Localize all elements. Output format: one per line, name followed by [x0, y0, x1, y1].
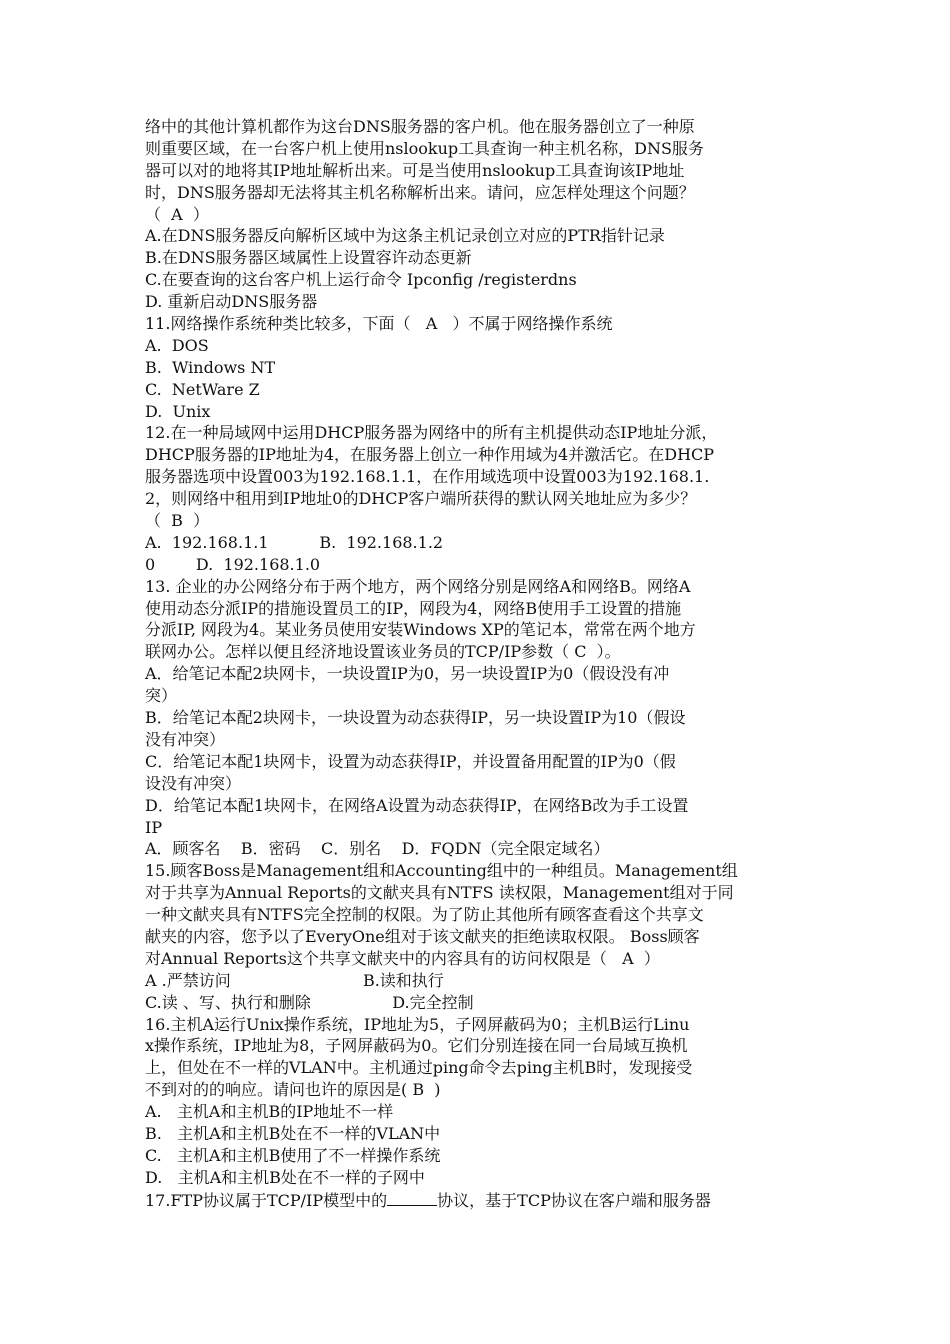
- text-line-question-17: [145, 1189, 813, 1211]
- text-line: D. 主机A和主机B处在不一样的子网中: [145, 1167, 425, 1187]
- text-line: 络中的其他计算机都作为这台DNS服务器的客户机。他在服务器创立了一种原: [145, 117, 695, 136]
- fill-in-blank: [387, 1189, 437, 1206]
- text-line: D．给笔记本配1块网卡，在网络A设置为动态获得IP，在网络B改为手工设置: [145, 795, 689, 815]
- text-line: 2，则网络中租用到IP地址0的DHCP客户端所获得的默认网关地址应为多少？: [145, 489, 697, 509]
- text-line: DHCP服务器的IP地址为4，在服务器上创立一种作用域为4并激活它。在DHCP: [145, 445, 715, 465]
- text-line: 则重要区域，在一台客户机上使用nslookup工具查询一种主机名称，DNS服务: [145, 138, 704, 158]
- text-line: 13. 企业的办公网络分布于两个地方，两个网络分别是网络A和网络B。网络A: [145, 576, 691, 596]
- document-page: [145, 116, 813, 1211]
- text-line: 12.在一种局域网中运用DHCP服务器为网络中的所有主机提供动态IP地址分派，: [145, 423, 718, 443]
- text-line: A. 主机A和主机B的IP地址不一样: [145, 1102, 394, 1122]
- text-line: 对于共享为Annual Reports的文献夹具有NTFS 读权限，Management组对于同: [145, 883, 734, 903]
- text-line: B. Windows NT: [145, 357, 276, 377]
- text-line: B.在DNS服务器区域属性上设置容许动态更新: [145, 248, 472, 268]
- text-line: 时，DNS服务器却无法将其主机名称解析出来。请问，应怎样处理这个问题？: [145, 182, 695, 202]
- text-line: A.在DNS服务器反向解析区域中为这条主机记录创立对应的PTR指针记录: [145, 226, 665, 246]
- text-line: C．给笔记本配1块网卡，设置为动态获得IP，并设置备用配置的IP为0（假: [145, 751, 676, 771]
- text-line: 11.网络操作系统种类比较多，下面（ A ）不属于网络操作系统: [145, 314, 613, 334]
- text-line: B．给笔记本配2块网卡，一块设置为动态获得IP，另一块设置IP为10（假设: [145, 708, 686, 728]
- text-line: 分派IP, 网段为4。某业务员使用安装Windows XP的笔记本，常常在两个地方: [145, 620, 696, 640]
- text-line: 献夹的内容，您予以了EveryOne组对于该文献夹的拒绝读取权限。 Boss顾客: [145, 926, 700, 946]
- text-line: 16.主机A运行Unix操作系统，IP地址为5，子网屏蔽码为0；主机B运行Linu: [145, 1014, 690, 1034]
- text-line: 使用动态分派IP的措施设置员工的IP，网段为4，网络B使用手工设置的措施: [145, 598, 682, 618]
- text-line: 对Annual Reports这个共享文献夹中的内容具有的访问权限是（ A ）: [145, 948, 660, 968]
- text-line: 一种文献夹具有NTFS完全控制的权限。为了防止其他所有顾客查看这个共享文: [145, 905, 704, 925]
- text-line: A .严禁访问 B.读和执行: [145, 970, 444, 990]
- text-line: 器可以对的地将其IP地址解析出来。可是当使用nslookup工具查询该IP地址: [145, 160, 685, 180]
- text-line: A. DOS: [145, 335, 209, 355]
- text-line: （ A ）: [145, 204, 209, 224]
- text-line: （ B ）: [145, 511, 210, 531]
- text-line: C. 主机A和主机B使用了不一样操作系统: [145, 1145, 441, 1165]
- text-line: A. 192.168.1.1 B. 192.168.1.2: [145, 532, 444, 552]
- question-17-text-after: 协议，基于TCP协议在客户端和服务器: [437, 1190, 711, 1210]
- question-17-text-before: 17.FTP协议属于TCP/IP模型中的: [145, 1190, 388, 1210]
- text-line: A．顾客名 B．密码 C．别名 D．FQDN（完全限定域名）: [145, 839, 610, 859]
- text-line: 0 D. 192.168.1.0: [145, 554, 321, 574]
- text-line: C.读 、写、执行和删除 D.完全控制: [145, 992, 474, 1012]
- text-line: 服务器选项中设置003为192.168.1.1，在作用域选项中设置003为192.168.1.: [145, 467, 710, 487]
- text-line: 设没有冲突）: [145, 773, 242, 793]
- text-line: 突）: [145, 686, 178, 706]
- text-line: IP: [145, 817, 163, 837]
- text-line: C.在要查询的这台客户机上运行命令 Ipconfig /registerdns: [145, 270, 577, 290]
- text-line: D. Unix: [145, 401, 211, 421]
- text-line: 15.顾客Boss是Management组和Accounting组中的一种组员。Management组: [145, 861, 738, 881]
- text-line: 不到对的的响应。请问也许的原因是( B ): [145, 1080, 441, 1100]
- text-line: 上，但处在不一样的VLAN中。主机通过ping命令去ping主机B时，发现接受: [145, 1058, 693, 1078]
- text-line: C. NetWare Z: [145, 379, 260, 399]
- text-line: D. 重新启动DNS服务器: [145, 292, 318, 312]
- text-line: A．给笔记本配2块网卡，一块设置IP为0，另一块设置IP为0（假设没有冲: [145, 664, 670, 684]
- text-line: x操作系统，IP地址为8，子网屏蔽码为0。它们分别连接在同一台局域互换机: [145, 1036, 688, 1056]
- text-line: 没有冲突）: [145, 729, 226, 749]
- text-line: B. 主机A和主机B处在不一样的VLAN中: [145, 1123, 441, 1143]
- text-line: 联网办公。怎样以便且经济地设置该业务员的TCP/IP参数（ C ）。: [145, 642, 621, 662]
